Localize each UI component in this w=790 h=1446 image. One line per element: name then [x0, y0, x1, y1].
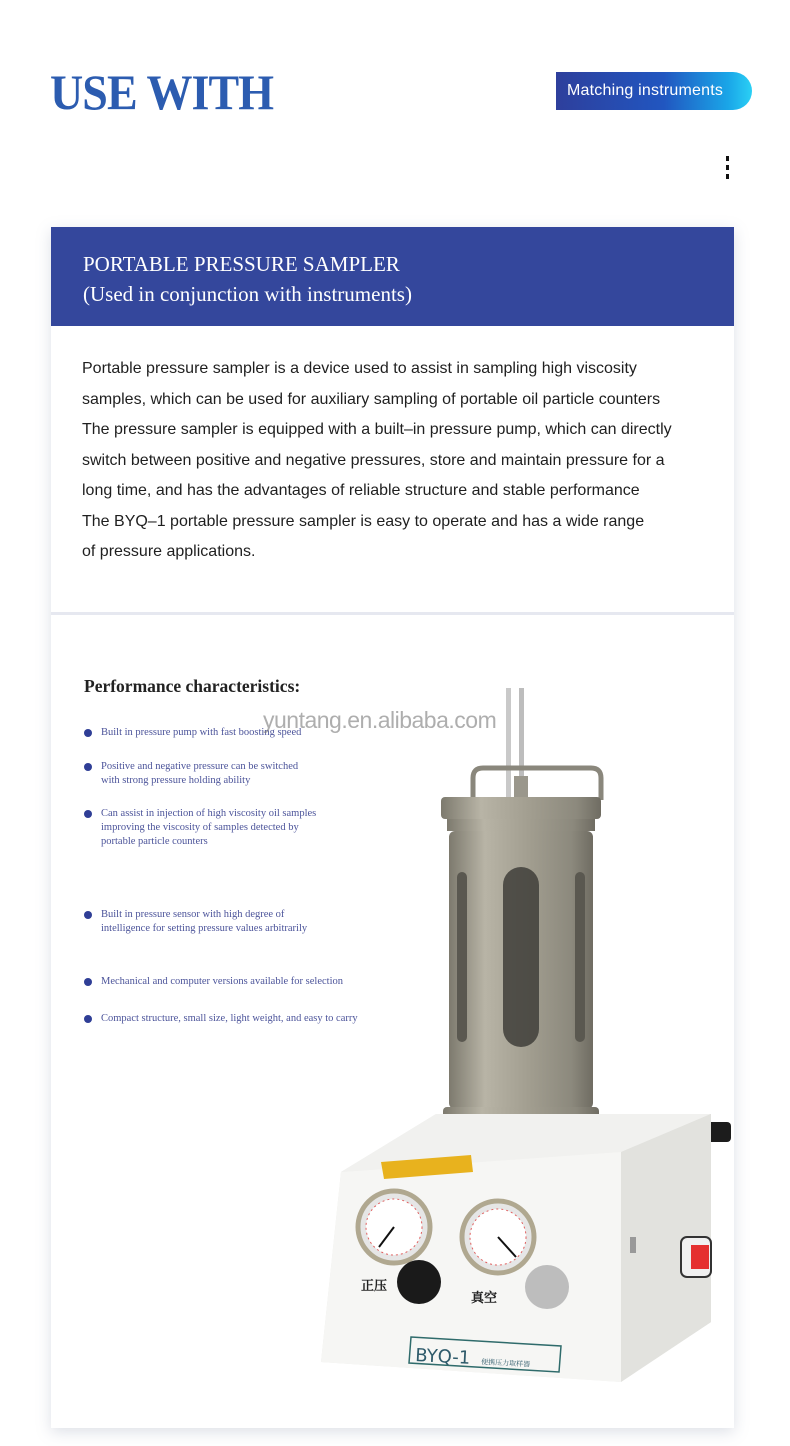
- bullet-icon: [84, 729, 92, 737]
- bullet-icon: [84, 978, 92, 986]
- description-line: long time, and has the advantages of reliable structure and stable performance: [82, 482, 640, 499]
- svg-text:便携压力取样器: 便携压力取样器: [480, 1358, 531, 1369]
- feature-item: Built in pressure sensor with high degree of intelligence for setting pressure values arbitrarily: [84, 908, 404, 936]
- description-line: samples, which can be used for auxiliary sampling of portable oil particle counters: [82, 390, 661, 408]
- matching-instruments-badge[interactable]: Matching instruments: [556, 72, 752, 110]
- bullet-icon: [84, 810, 92, 818]
- bullet-icon: [84, 763, 92, 771]
- description-line: The pressure sampler is equipped with a built–in pressure pump, which can directly: [82, 421, 672, 438]
- feature-item: Built in pressure pump with fast boosting speed: [84, 726, 404, 740]
- svg-text:BYQ-1: BYQ-1: [414, 1345, 471, 1369]
- svg-text:正压: 正压: [361, 1279, 388, 1294]
- pressure-sampler-product-image: [281, 682, 741, 1422]
- svg-text:真空: 真空: [471, 1291, 498, 1306]
- feature-item: Can assist in injection of high viscosity oil samples improving the viscosity of samples detected by portable particle counters: [84, 807, 404, 849]
- feature-item: Compact structure, small size, light weight, and easy to carry: [84, 1012, 404, 1026]
- description-line: of pressure applications.: [82, 543, 256, 560]
- description-line: switch between positive and negative pressures, store and maintain pressure for a: [82, 451, 665, 469]
- feature-item: Positive and negative pressure can be switched with strong pressure holding ability: [84, 760, 404, 788]
- bullet-icon: [84, 1015, 92, 1023]
- bullet-icon: [84, 911, 92, 919]
- card-heading-title: PORTABLE PRESSURE SAMPLER: [83, 252, 400, 276]
- performance-title: Performance characteristics:: [84, 676, 301, 696]
- vertical-ellipsis-icon[interactable]: [724, 156, 730, 182]
- watermark: yuntang.en.alibaba.com: [263, 707, 497, 733]
- product-card: [51, 227, 734, 1428]
- feature-item: Mechanical and computer versions available for selection: [84, 975, 404, 989]
- card-heading-subtitle: (Used in conjunction with instruments): [83, 282, 412, 306]
- description-line: Portable pressure sampler is a device used to assist in sampling high viscosity: [82, 360, 637, 377]
- product-description: [51, 326, 734, 568]
- section-divider: [51, 612, 734, 615]
- page-title: USE WITH: [50, 64, 274, 120]
- card-header: [51, 227, 734, 326]
- description-line: The BYQ–1 portable pressure sampler is easy to operate and has a wide range: [82, 512, 645, 530]
